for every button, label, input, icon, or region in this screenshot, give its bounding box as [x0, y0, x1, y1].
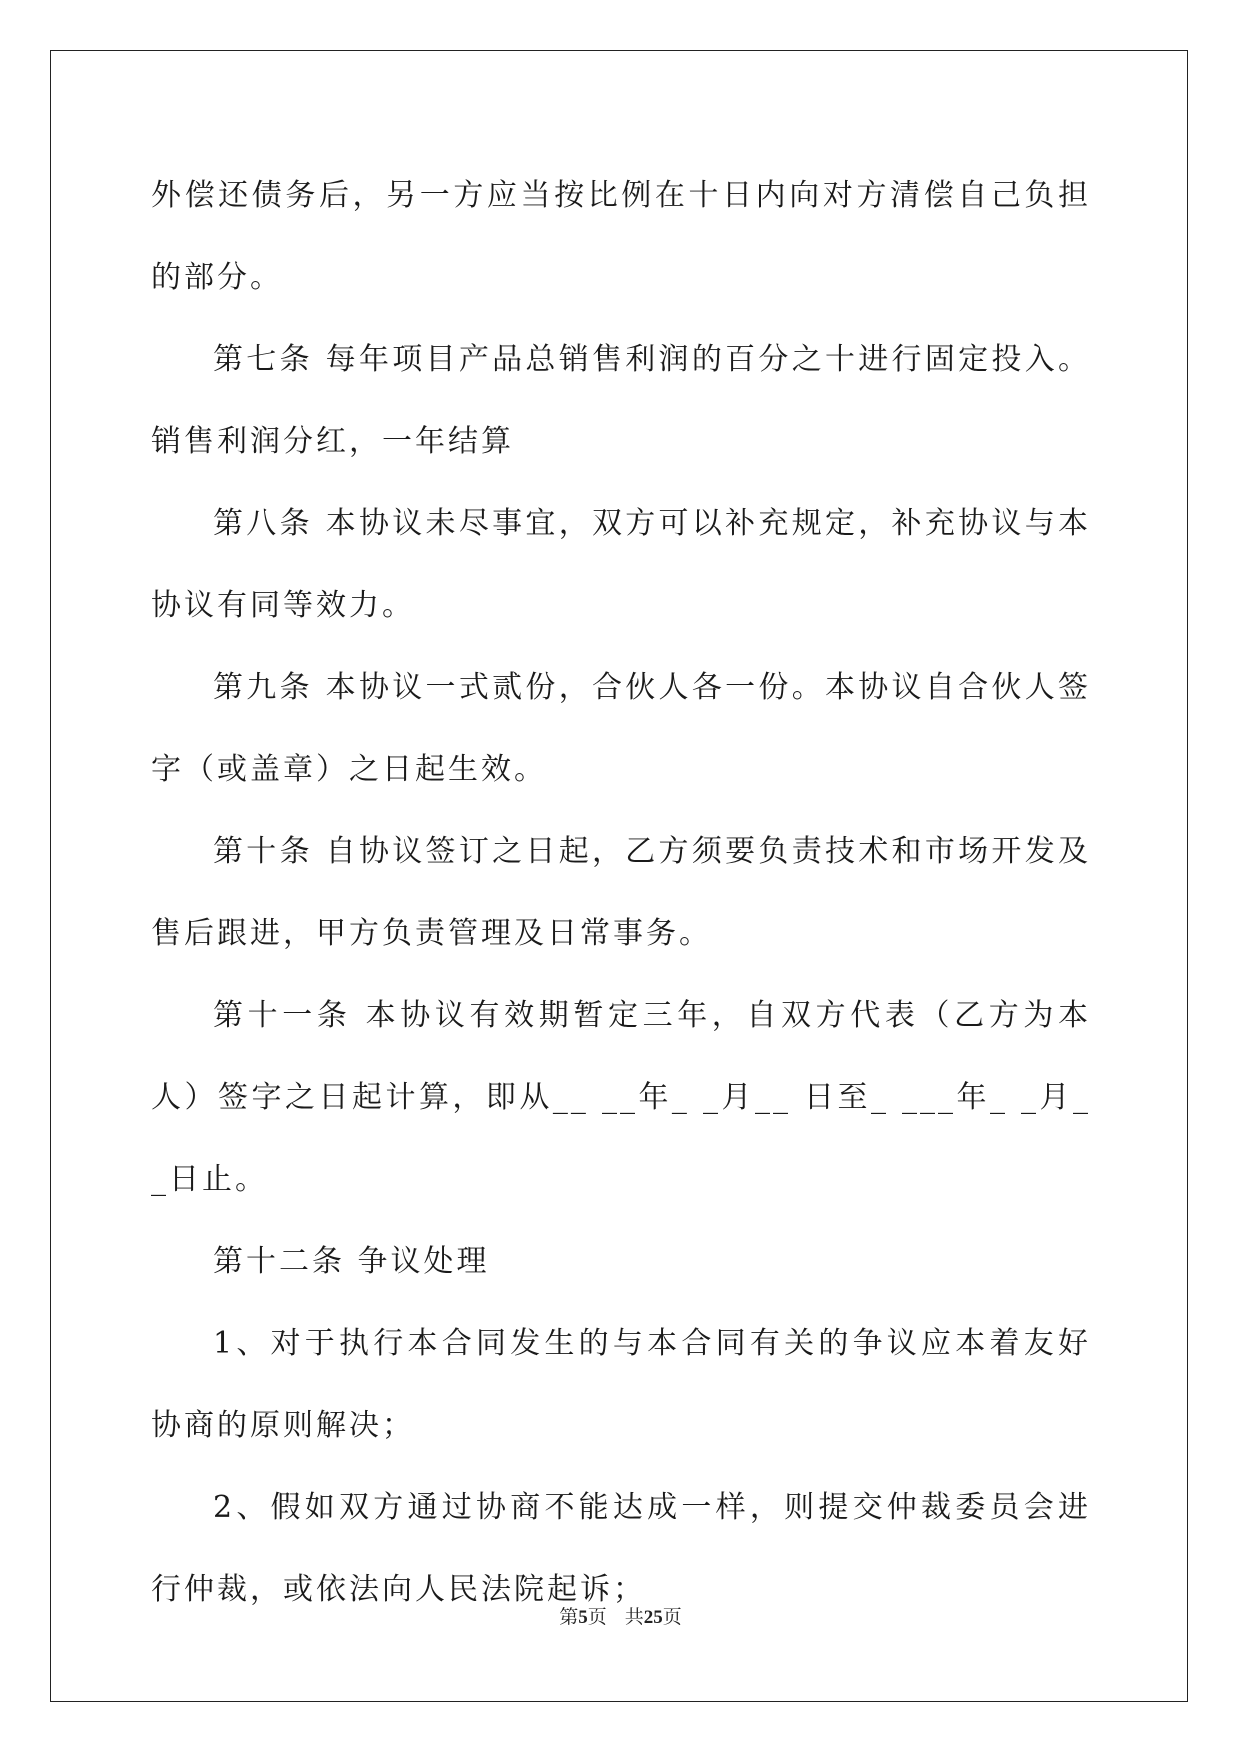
paragraph-article-9: 第九条 本协议一式贰份，合伙人各一份。本协议自合伙人签字（或盖章）之日起生效。: [151, 670, 1091, 787]
footer-page-prefix: 第: [559, 1606, 579, 1628]
page-footer: [0, 1605, 1241, 1630]
paragraph-article-8: 第八条 本协议未尽事宜，双方可以补充规定，补充协议与本协议有同等效力。: [151, 506, 1091, 623]
footer-total-suffix: 页: [662, 1606, 682, 1628]
paragraph-article-11: 第十一条 本协议有效期暂定三年，自双方代表（乙方为本人）签字之日起计算，即从__ __年_ _月__ 日至_ ___年_ _月_ _日止。: [151, 998, 1091, 1197]
footer-total-pages: 25: [643, 1607, 663, 1628]
paragraph-article-12-item-1: 1、对于执行本合同发生的与本合同有关的争议应本着友好协商的原则解决；: [151, 1326, 1091, 1443]
paragraph-article-7: 第七条 每年项目产品总销售利润的百分之十进行固定投入。销售利润分红，一年结算: [151, 342, 1091, 459]
paragraph-article-12-heading: 第十二条 争议处理: [213, 1244, 490, 1279]
paragraph-article-10: 第十条 自协议签订之日起，乙方须要负责技术和市场开发及售后跟进，甲方负责管理及日常事务。: [151, 834, 1091, 951]
footer-page-number: 5: [578, 1607, 588, 1628]
paragraph-article-12-item-2: 2、假如双方通过协商不能达成一样，则提交仲裁委员会进行仲裁，或依法向人民法院起诉；: [151, 1490, 1091, 1607]
document-body: [151, 155, 1091, 1631]
footer-page-suffix: 页: [587, 1606, 607, 1628]
footer-total-prefix: 共: [624, 1606, 644, 1628]
paragraph-1: 外偿还债务后，另一方应当按比例在十日内向对方清偿自己负担的部分。: [151, 178, 1091, 295]
